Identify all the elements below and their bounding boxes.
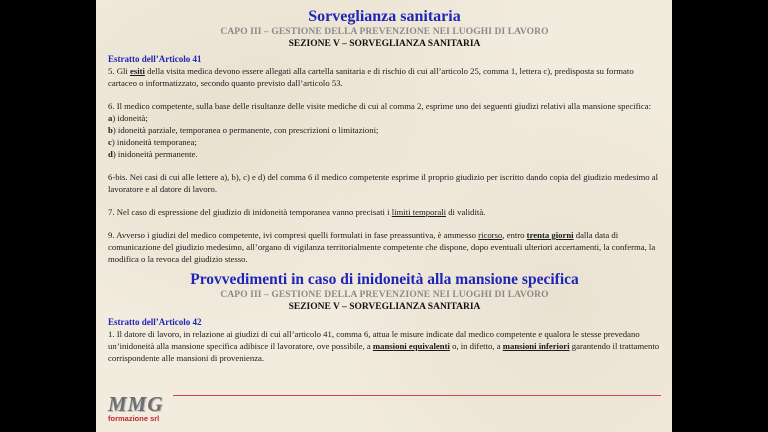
capo-heading: CAPO III – GESTIONE DELLA PREVENZIONE NEI LUOGHI DI LAVORO <box>220 27 549 37</box>
list-item <box>108 136 661 148</box>
footer-divider <box>173 395 661 396</box>
paragraph-7 <box>108 206 661 218</box>
text: 1. Il datore di lavoro, in relazione ai giudizi di cui all’articolo 41, comma 6, attua le misure indicate dal medico competente e qualora le stesse prevedano un’inidoneità alla mansione specifica adibisce il lavoratore, ove possibile, a <box>108 329 640 351</box>
underlined-ricorso: ricorso <box>478 230 503 240</box>
underlined-esiti: esiti <box>129 66 145 76</box>
list-item <box>108 112 661 124</box>
text: di validità. <box>446 207 486 217</box>
logo-subtitle: formazione srl <box>108 414 160 423</box>
logo-mark: MMG <box>108 392 164 416</box>
text: dalla data di comunicazione del giudizio medesimo, all’organo di vigilanza territorialmente competente che dispone, dopo eventuali ulteriori accertamenti, la conferma, la modifica o la revoca del giudizio stesso. <box>108 230 656 264</box>
paragraph-5 <box>108 65 661 89</box>
underlined-limiti-temporali: limiti temporali <box>391 207 447 217</box>
paragraph-1-art42 <box>108 328 661 364</box>
paragraph-6: 6. Il medico competente, sulla base delle risultanze delle visite mediche di cui al comma 2, esprime uno dei seguenti giudizi relativi alla mansione specifica: <box>108 101 652 111</box>
text: della visita medica devono essere allegati alla cartella sanitaria e di rischio di cui all’articolo 25, comma 1, lettera c), predisposta su formato cartaceo o informatizzato, secondo quanto previsto dall’articolo 53. <box>108 66 634 88</box>
estratto-articolo-41: Estratto dell’Articolo 41 <box>108 54 202 64</box>
list-letter: d <box>108 149 113 159</box>
text: 7. Nel caso di espressione del giudizio di inidoneità temporanea vanno precisati i <box>108 207 392 217</box>
sezione-heading: SEZIONE V – SORVEGLIANZA SANITARIA <box>288 39 481 49</box>
section-title-provvedimenti: Provvedimenti in caso di inidoneità alla mansione specifica <box>190 271 579 288</box>
underlined-trenta-giorni: trenta giorni <box>526 230 574 240</box>
document-content <box>108 8 661 364</box>
section-title-sorveglianza: Sorveglianza sanitaria <box>308 8 461 25</box>
list-text: ) inidoneità permanente. <box>112 149 198 159</box>
paragraph-9 <box>108 229 661 265</box>
list-text: ) idoneità; <box>112 113 148 123</box>
paragraph-6-bis: 6-bis. Nei casi di cui alle lettere a), b), c) e d) del comma 6 il medico competente esprime il proprio giudizio per iscritto dando copia del giudizio medesimo al lavoratore e al datore di lavoro. <box>108 172 659 194</box>
giudizi-list <box>108 112 661 160</box>
list-letter: b <box>108 125 113 135</box>
mmg-logo <box>108 394 170 424</box>
list-letter: c <box>108 137 112 147</box>
text: 5. Gli <box>108 66 130 76</box>
text: 9. Avverso i giudizi del medico competente, ivi compresi quelli formulati in fase preassuntiva, è ammesso <box>108 230 479 240</box>
capo-heading: CAPO III – GESTIONE DELLA PREVENZIONE NEI LUOGHI DI LAVORO <box>220 290 549 300</box>
list-item <box>108 148 661 160</box>
list-item <box>108 124 661 136</box>
list-text: ) inidoneità temporanea; <box>111 137 197 147</box>
list-text: ) idoneità parziale, temporanea o permanente, con prescrizioni o limitazioni; <box>112 125 379 135</box>
sezione-heading: SEZIONE V – SORVEGLIANZA SANITARIA <box>288 302 481 312</box>
underlined-mansioni-inferiori: mansioni inferiori <box>502 341 570 351</box>
text: garantendo il trattamento corrispondente alle mansioni di provenienza. <box>108 341 660 363</box>
text: , entro <box>502 230 527 240</box>
text: o, in difetto, a <box>449 341 503 351</box>
list-letter: a <box>108 113 113 123</box>
estratto-articolo-42: Estratto dell’Articolo 42 <box>108 317 202 327</box>
underlined-mansioni-equivalenti: mansioni equivalenti <box>372 341 450 351</box>
document-page <box>96 0 672 432</box>
